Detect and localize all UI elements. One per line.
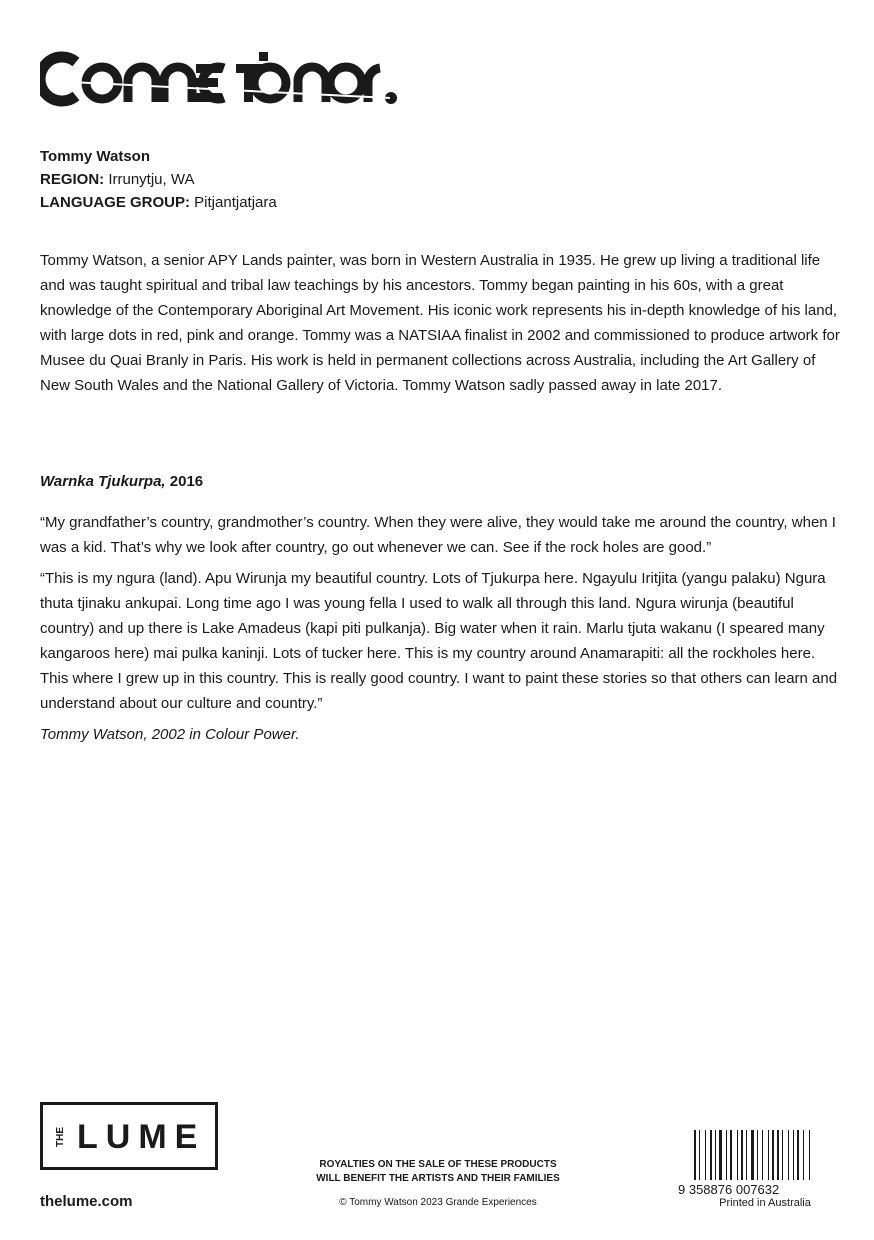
region-line (40, 168, 277, 191)
artist-name: Tommy Watson (40, 148, 151, 165)
the-lume-logo (40, 1102, 218, 1170)
barcode-graphic (672, 1128, 840, 1198)
connection-logo-graphic (40, 48, 400, 110)
lume-logo-word: LUME (77, 1118, 206, 1156)
lume-logo-the: THE (55, 1127, 66, 1147)
region-value: Irrunytju, WA (108, 171, 195, 188)
copyright-notice: © Tommy Watson 2023 Grande Experiences (339, 1197, 537, 1208)
royalties-line-2: WILL BENEFIT THE ARTISTS AND THEIR FAMILIES (316, 1173, 560, 1184)
region-label: REGION: (40, 171, 105, 188)
language-line (40, 191, 277, 214)
quote-paragraph-2: “This is my ngura (land). Apu Wirunja my beautiful country. Lots of Tjukurpa here. Ngayulu Iritjita (yangu palaku) Ngura thuta tjinaku ankupai. Long time ago I was young fella I used to walk all through this land. Ngura wirunja (beautiful country) and up there is Lake Amadeus (kapi piti pulkanja). Big water when it rain. Marlu tjuta wakanu (I speared many kangaroos here) mai pulka kaninji. Lots of tucker here. This is my country around Anamarapiti: all the rockholes here. This where I grew up in this country. This is really good country. I want to paint these stories so that others can learn and understand about our culture and country.” (40, 570, 838, 712)
language-label: LANGUAGE GROUP: (40, 194, 190, 211)
artwork-year: 2016 (169, 473, 204, 490)
artwork-quotes (40, 510, 840, 753)
artist-biography: Tommy Watson, a senior APY Lands painter, was born in Western Australia in 1935. He grew up living a traditional life and was taught spiritual and tribal law teachings by his ancestors. Tommy began painting in his 60s, with a great knowledge of the Contemporary Aboriginal Art Movement. His iconic work represents his in-depth knowledge of his land, with large dots in red, pink and orange. Tommy was a NATSIAA finalist in 2002 and commissioned to produce artwork for Musee du Quai Branly in Paris. His work is held in permanent collections across Australia, including the Art Gallery of New South Wales and the National Gallery of Victoria. Tommy Watson sadly passed away in late 2017. (40, 252, 840, 394)
quote-citation: Tommy Watson, 2002 in Colour Power. (40, 726, 300, 743)
artist-info (40, 145, 277, 214)
artwork-title-line (40, 473, 203, 490)
printed-in: Printed in Australia (719, 1197, 811, 1209)
language-value: Pitjantjatjara (194, 194, 277, 211)
website-link[interactable]: thelume.com (40, 1193, 133, 1210)
artwork-title: Warnka Tjukurpa, (40, 473, 166, 490)
royalties-notice (290, 1158, 586, 1186)
quote-paragraph-1: “My grandfather’s country, grandmother’s country. When they were alive, they would take me around the country, when I was a kid. That’s why we look after country, go out whenever we can. See if the rock holes are good.” (40, 514, 836, 556)
royalties-line-1: ROYALTIES ON THE SALE OF THESE PRODUCTS (319, 1159, 557, 1170)
connection-logo (40, 48, 400, 110)
barcode (672, 1128, 840, 1198)
barcode-number: 9 358876 007632 (678, 1182, 780, 1197)
